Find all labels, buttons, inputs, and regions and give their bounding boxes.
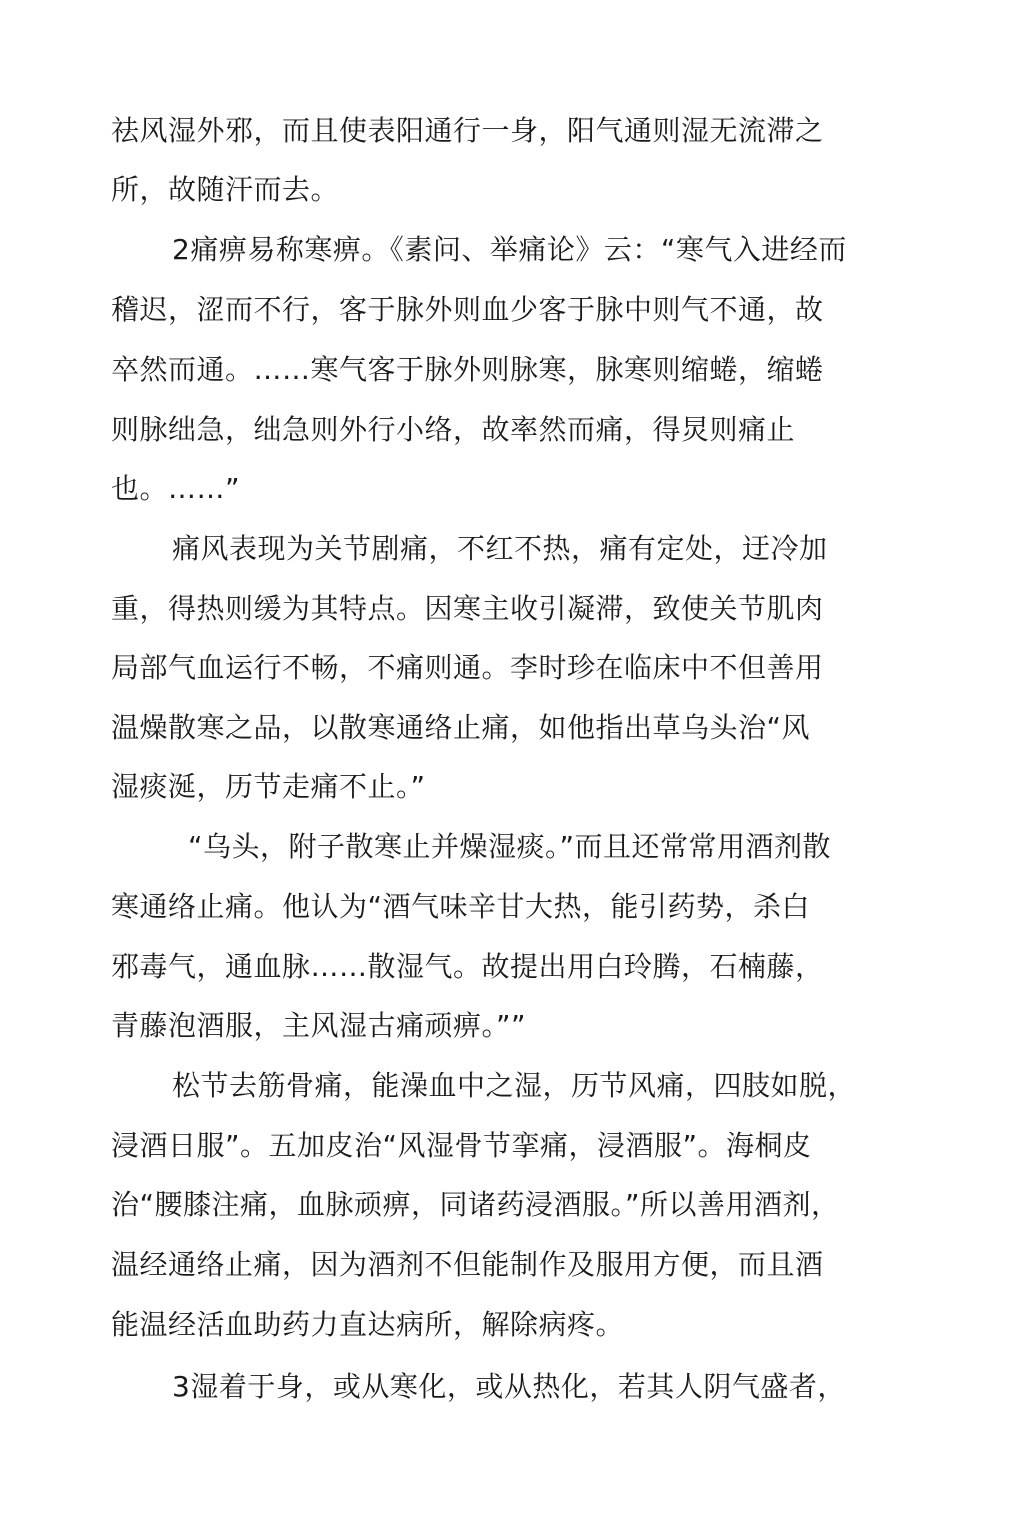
text-line: 寒通络止痛。他认为“酒气味辛甘大热，能引药势，杀白 — [111, 890, 811, 923]
text-line: 祛风湿外邪，而且使表阳通行一身，阳气通则湿无流滞之 — [111, 114, 824, 147]
text-line: 温燥散寒之品，以散寒通络止痛，如他指出草乌头治“风 — [111, 711, 811, 744]
text-line: 青藤泡酒服，主风湿古痛顽痹。”” — [111, 1009, 527, 1042]
text-line: 湿痰涎，历节走痛不止。” — [111, 770, 426, 803]
text-line: 3湿着于身，或从寒化，或从热化，若其人阴气盛者， — [172, 1370, 846, 1403]
text-line: 松节去筋骨痛，能澡血中之湿，历节风痛，四肢如脱， — [172, 1069, 857, 1102]
text-line: 痛风表现为关节剧痛，不红不热，痛有定处，迂冷加 — [172, 532, 828, 565]
text-line: 治“腰膝注痛，血脉顽痹，同诸药浸酒服。”所以善用酒剂， — [111, 1188, 840, 1221]
text-line: 则脉绌急，绌急则外行小络，故率然而痛，得炅则痛止 — [111, 413, 796, 446]
text-line: 2痛痹易称寒痹。《素问、举痛论》云：“寒气入进经而 — [172, 233, 847, 266]
text-line: 温经通络止痛，因为酒剂不但能制作及服用方便，而且酒 — [111, 1248, 824, 1281]
text-line: 邪毒气，通血脉……散湿气。故提出用白玲腾，石楠藤， — [111, 950, 824, 983]
text-line: 也。……” — [111, 472, 241, 505]
text-line: 稽迟，涩而不行，客于脉外则血少客于脉中则气不通，故 — [111, 293, 824, 326]
text-line: 局部气血运行不畅，不痛则通。李时珍在临床中不但善用 — [111, 651, 824, 684]
text-line: 浸酒日服”。五加皮治“风湿骨节挛痛，浸酒服”。海桐皮 — [111, 1129, 812, 1162]
text-line: 重，得热则缓为其特点。因寒主收引凝滞，致使关节肌肉 — [111, 592, 824, 625]
text-line: “乌头，附子散寒止并燥湿痰。”而且还常常用酒剂散 — [188, 830, 832, 863]
text-line: 所，故随汗而去。 — [111, 173, 340, 206]
text-line: 卒然而通。……寒气客于脉外则脉寒，脉寒则缩蜷，缩蜷 — [111, 353, 824, 386]
text-line: 能温经活血助药力直达病所，解除病疼。 — [111, 1308, 625, 1341]
